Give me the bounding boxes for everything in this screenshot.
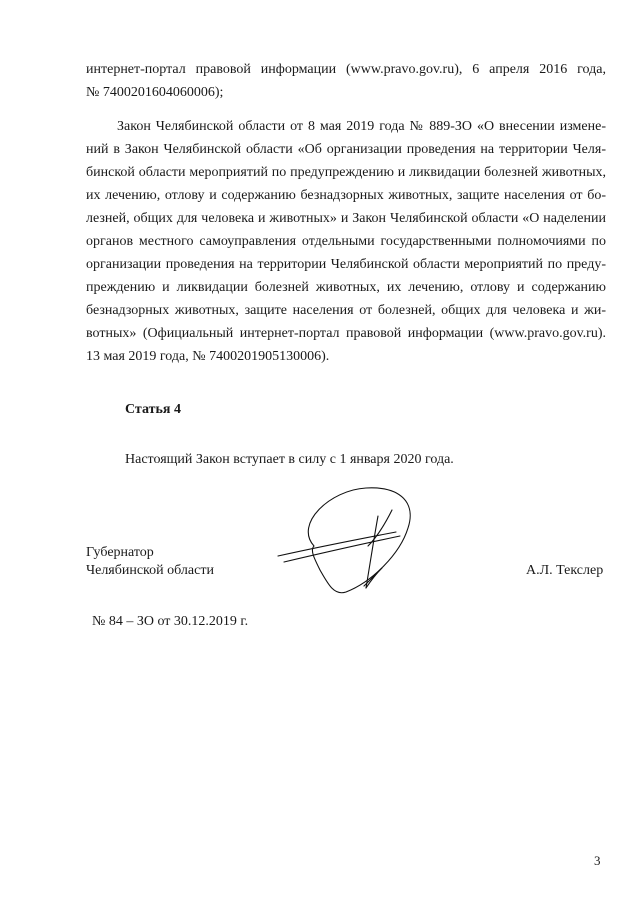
paragraph-line: органов местного самоуправления отдельными государственными полномочиями по: [86, 234, 606, 249]
law-number: № 84 – ЗО от 30.12.2019 г.: [92, 614, 249, 629]
article-text: Настоящий Закон вступает в силу с 1 января 2020 года.: [125, 452, 454, 467]
paragraph-line: Закон Челябинской области от 8 мая 2019 года № 889-ЗО «О внесении измене-: [117, 119, 606, 134]
paragraph-line: 13 мая 2019 года, № 7400201905130006).: [86, 349, 330, 364]
paragraph-line: вотных» (Официальный интернет-портал правовой информации (www.pravo.gov.ru).: [86, 326, 606, 341]
article-heading: Статья 4: [125, 402, 181, 417]
signer-position-line2: Челябинской области: [86, 563, 214, 578]
paragraph-line: организации проведения на территории Челябинской области мероприятий по преду-: [86, 257, 606, 272]
paragraph-line: безнадзорных животных, защите населения от болезней, общих для человека и жи-: [86, 303, 606, 318]
paragraph-line: преждению и ликвидации болезней животных, их лечению, отлову и содержанию: [86, 280, 606, 295]
signer-position-line1: Губернатор: [86, 545, 154, 560]
paragraph-line: их лечению, отлову и содержанию безнадзорных животных, защите населения от бо-: [86, 188, 606, 203]
page-number: 3: [594, 853, 601, 868]
paragraph-line: лезней, общих для человека и животных» и Закон Челябинской области «О наделении: [86, 211, 606, 226]
paragraph-line: № 7400201604060006);: [86, 85, 224, 100]
signer-name: А.Л. Текслер: [526, 563, 604, 578]
paragraph-line: интернет-портал правовой информации (www.pravo.gov.ru), 6 апреля 2016 года,: [86, 62, 606, 77]
handwritten-signature: [270, 484, 420, 600]
paragraph-line: бинской области мероприятий по предупреждению и ликвидации болезней животных,: [86, 165, 606, 180]
paragraph-line: ний в Закон Челябинской области «Об организации проведения на территории Челя-: [86, 142, 606, 157]
